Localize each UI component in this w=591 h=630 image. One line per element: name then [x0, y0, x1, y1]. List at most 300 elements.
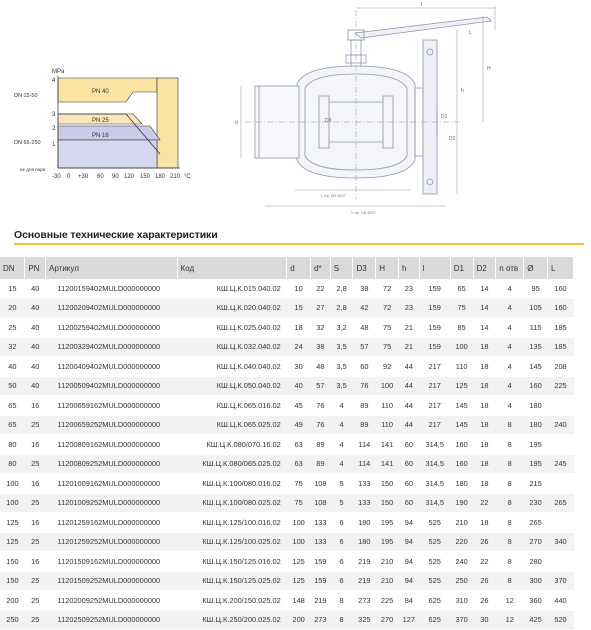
table-cell: 18 — [473, 337, 496, 357]
table-cell: 25 — [25, 415, 46, 435]
table-cell: 21 — [398, 337, 419, 357]
table-cell: 141 — [376, 454, 399, 474]
table-cell: 100 — [450, 337, 473, 357]
table-cell: 26 — [473, 532, 496, 552]
table-cell: 6 — [330, 571, 353, 591]
table-cell: 32 — [311, 318, 331, 338]
table-cell — [548, 474, 574, 494]
column-header: D1 — [450, 257, 473, 279]
table-cell: 25 — [25, 493, 46, 513]
table-cell: 72 — [376, 298, 399, 318]
table-title: Основные технические характеристики — [14, 229, 218, 241]
column-header: PN — [25, 257, 46, 279]
table-row — [0, 474, 574, 494]
table-cell: 160 — [548, 279, 574, 298]
table-cell: КШ.Ц.К.250/200.025.02 — [177, 610, 287, 630]
drawing-dim-D3: D3 — [325, 118, 332, 124]
table-cell: 40 — [25, 318, 46, 338]
table-cell: 265 — [524, 513, 548, 533]
table-cell: 125 — [0, 513, 25, 533]
table-cell: 133 — [311, 532, 331, 552]
table-cell: 76 — [311, 396, 331, 416]
table-cell: КШ.Ц.К.050.040.02 — [177, 376, 287, 396]
table-cell: 16 — [25, 396, 46, 416]
table-cell: 60 — [398, 474, 419, 494]
table-cell: 45 — [287, 396, 311, 416]
table-cell: 12 — [496, 610, 524, 630]
table-cell: 11200509402MULD000000000 — [46, 376, 177, 396]
table-cell: 5 — [330, 493, 353, 513]
table-row — [0, 357, 574, 377]
table-cell: 21 — [398, 318, 419, 338]
table-cell: 85 — [450, 318, 473, 338]
table-cell: 11201509162MULD000000000 — [46, 552, 177, 572]
table-cell: 225 — [548, 376, 574, 396]
column-header: D2 — [473, 257, 496, 279]
table-cell: 25 — [25, 591, 46, 611]
table-cell: 94 — [398, 513, 419, 533]
table-cell: 16 — [25, 552, 46, 572]
table-cell: 94 — [398, 571, 419, 591]
pt-zone-bottom — [58, 140, 157, 168]
table-cell: 40 — [25, 337, 46, 357]
table-cell: 245 — [548, 454, 574, 474]
table-cell: 4 — [496, 298, 524, 318]
table-cell — [548, 435, 574, 455]
table-cell: 110 — [376, 415, 399, 435]
table-cell: 159 — [419, 318, 450, 338]
column-header: d* — [311, 257, 331, 279]
pt-x-tick: 150 — [140, 174, 151, 180]
table-body — [0, 279, 574, 630]
table-row — [0, 376, 574, 396]
table-cell: 2,8 — [330, 298, 353, 318]
table-cell: 24 — [287, 337, 311, 357]
table-cell: 4 — [330, 396, 353, 416]
table-cell: 63 — [287, 454, 311, 474]
table-cell: 160 — [450, 454, 473, 474]
table-cell: КШ.Ц.К.100/080.025.02 — [177, 493, 287, 513]
table-cell: 115 — [524, 318, 548, 338]
table-cell: 11200659252MULD000000000 — [46, 415, 177, 435]
table-cell: 11200659162MULD000000000 — [46, 396, 177, 416]
table-cell: КШ.Ц.К.125/100.025.02 — [177, 532, 287, 552]
table-cell: 20 — [0, 298, 25, 318]
table-cell: 80 — [0, 435, 25, 455]
drawing-dim-note-1: L стр. DN 40/27 — [321, 194, 346, 198]
table-cell: 159 — [419, 337, 450, 357]
valve-drawing — [225, 0, 515, 226]
drawing-dim-D1: D1 — [441, 114, 448, 120]
table-row — [0, 591, 574, 611]
table-cell: 16 — [25, 435, 46, 455]
table-cell: 4 — [496, 279, 524, 298]
pt-x-tick: 0 — [67, 174, 71, 180]
pt-x-tick: 90 — [112, 174, 119, 180]
table-cell: 240 — [548, 415, 574, 435]
table-cell: 57 — [311, 376, 331, 396]
table-cell: 133 — [311, 513, 331, 533]
table-cell: 6 — [330, 532, 353, 552]
table-cell: КШ.Ц.К.150/125.025.02 — [177, 571, 287, 591]
table-cell: 8 — [496, 571, 524, 591]
table-cell: 125 — [0, 532, 25, 552]
table-cell: 230 — [524, 493, 548, 513]
table-cell: 89 — [311, 454, 331, 474]
drawing-dim-l: l — [421, 2, 423, 8]
table-cell: 159 — [311, 571, 331, 591]
table-cell: 89 — [353, 396, 376, 416]
table-cell: 75 — [450, 298, 473, 318]
table-cell: 280 — [524, 552, 548, 572]
table-cell: 49 — [287, 415, 311, 435]
table-cell: 76 — [311, 415, 331, 435]
table-cell: 18 — [473, 415, 496, 435]
table-row — [0, 298, 574, 318]
table-row — [0, 318, 574, 338]
pt-side-label-steam: не для пара — [20, 167, 46, 172]
table-row — [0, 454, 574, 474]
table-cell: 180 — [524, 415, 548, 435]
table-cell: 135 — [524, 337, 548, 357]
column-header: D3 — [353, 257, 376, 279]
table-cell: 110 — [376, 396, 399, 416]
table-cell: 75 — [376, 318, 399, 338]
table-cell: 94 — [398, 532, 419, 552]
table-cell: 11201259252MULD000000000 — [46, 532, 177, 552]
table-cell: 360 — [524, 591, 548, 611]
table-cell: 195 — [376, 513, 399, 533]
table-cell: 217 — [419, 357, 450, 377]
table-cell: 32 — [0, 337, 25, 357]
pt-x-tick: 210 — [170, 174, 181, 180]
table-cell: 40 — [25, 298, 46, 318]
table-cell: 44 — [398, 415, 419, 435]
table-cell: 219 — [311, 591, 331, 611]
table-cell: 133 — [353, 474, 376, 494]
table-cell: 200 — [0, 591, 25, 611]
table-cell: 208 — [548, 357, 574, 377]
table-cell: 219 — [353, 571, 376, 591]
drawing-dim-D2: D2 — [449, 136, 456, 142]
table-cell: 11200409402MULD000000000 — [46, 357, 177, 377]
table-cell: 265 — [548, 493, 574, 513]
table-cell: 18 — [287, 318, 311, 338]
table-cell — [548, 552, 574, 572]
table-cell: 145 — [450, 396, 473, 416]
table-cell: 50 — [0, 376, 25, 396]
table-cell: 15 — [287, 298, 311, 318]
table-cell: КШ.Ц.К.020.040.02 — [177, 298, 287, 318]
pt-y-tick: 2 — [52, 126, 56, 132]
table-cell: 314,5 — [419, 474, 450, 494]
table-cell: 325 — [353, 610, 376, 630]
table-cell: 190 — [450, 493, 473, 513]
table-cell: 63 — [287, 435, 311, 455]
table-cell: 8 — [496, 493, 524, 513]
table-cell: 314,5 — [419, 493, 450, 513]
table-row — [0, 435, 574, 455]
table-cell: 125 — [287, 571, 311, 591]
table-cell: 14 — [473, 279, 496, 298]
table-cell: 150 — [376, 493, 399, 513]
drawing-dim-note-2: 1 стр. DN 40/27 — [351, 211, 376, 215]
drawing-dim-d: d — [235, 120, 238, 126]
table-cell: 30 — [287, 357, 311, 377]
table-cell: 141 — [376, 435, 399, 455]
table-cell: 40 — [0, 357, 25, 377]
table-cell: 2,8 — [330, 279, 353, 298]
table-cell: 215 — [524, 474, 548, 494]
table-cell: 4 — [496, 318, 524, 338]
table-cell: 180 — [524, 396, 548, 416]
table-cell: 89 — [353, 415, 376, 435]
column-header: d — [287, 257, 311, 279]
table-cell: 270 — [376, 610, 399, 630]
table-cell: 8 — [496, 435, 524, 455]
table-row — [0, 415, 574, 435]
pt-zone-label-pn25: PN 25 — [92, 118, 109, 124]
table-cell: 94 — [398, 552, 419, 572]
table-cell: 80 — [0, 454, 25, 474]
table-cell: КШ.Ц.К.025.040.02 — [177, 318, 287, 338]
table-cell: 273 — [353, 591, 376, 611]
table-cell: 625 — [419, 591, 450, 611]
table-cell: 195 — [524, 435, 548, 455]
table-cell: 23 — [398, 298, 419, 318]
pt-x-tick: -30 — [52, 174, 61, 180]
table-cell: КШ.Ц.К.080/065.025.02 — [177, 454, 287, 474]
table-cell: 11201259162MULD000000000 — [46, 513, 177, 533]
table-header-row — [0, 257, 574, 279]
table-cell: 26 — [473, 591, 496, 611]
table-cell: 40 — [287, 376, 311, 396]
table-cell: 84 — [398, 591, 419, 611]
table-cell: 4 — [330, 435, 353, 455]
table-cell: 4 — [496, 357, 524, 377]
table-cell: 25 — [0, 318, 25, 338]
table-cell: 217 — [419, 415, 450, 435]
table-cell: 27 — [311, 298, 331, 318]
pt-zone-label-pn16: PN 16 — [92, 133, 109, 139]
table-cell: 8 — [496, 415, 524, 435]
table-cell: 15 — [0, 279, 25, 298]
table-cell: 40 — [25, 357, 46, 377]
table-cell: 11201509252MULD000000000 — [46, 571, 177, 591]
table-cell: 18 — [473, 513, 496, 533]
pt-zone-label-pn40: PN 40 — [92, 89, 109, 95]
table-cell: 6 — [330, 552, 353, 572]
table-cell: КШ.Ц.К.150/125.016.02 — [177, 552, 287, 572]
pt-side-label-dn65-250: DN 65-250 — [14, 140, 41, 146]
table-cell: 44 — [398, 396, 419, 416]
table-cell: 250 — [0, 610, 25, 630]
table-cell: 8 — [330, 610, 353, 630]
table-cell: 210 — [376, 552, 399, 572]
table-cell — [548, 396, 574, 416]
table-cell: 18 — [473, 396, 496, 416]
table-row — [0, 396, 574, 416]
column-header: Ø — [524, 257, 548, 279]
pt-y-tick: 3 — [52, 112, 56, 118]
table-cell: 65 — [0, 396, 25, 416]
table-cell: 4 — [496, 337, 524, 357]
table-cell: 105 — [524, 298, 548, 318]
table-cell: 12 — [496, 591, 524, 611]
table-row — [0, 571, 574, 591]
table-cell: 148 — [287, 591, 311, 611]
table-cell: 220 — [450, 532, 473, 552]
table-cell: 18 — [473, 357, 496, 377]
table-cell: 8 — [330, 591, 353, 611]
table-row — [0, 493, 574, 513]
table-cell: 11201009162MULD000000000 — [46, 474, 177, 494]
table-cell: 60 — [398, 454, 419, 474]
table-cell: 440 — [548, 591, 574, 611]
pt-x-tick: 60 — [97, 174, 104, 180]
table-cell: 38 — [353, 279, 376, 298]
table-cell: 217 — [419, 376, 450, 396]
table-cell: 125 — [287, 552, 311, 572]
table-cell: 250 — [450, 571, 473, 591]
table-cell: 16 — [25, 513, 46, 533]
table-cell: 4 — [496, 376, 524, 396]
drawing-dim-H: H — [487, 66, 491, 72]
table-cell: КШ.Ц.К.100/080.016.02 — [177, 474, 287, 494]
pt-x-tick: °С — [184, 174, 191, 180]
table-cell: 210 — [450, 513, 473, 533]
table-cell: 75 — [287, 474, 311, 494]
table-cell: КШ.Ц.К.040.040.02 — [177, 357, 287, 377]
column-header: H — [376, 257, 399, 279]
table-cell: 217 — [419, 396, 450, 416]
table-cell: 11200809162MULD000000000 — [46, 435, 177, 455]
table-cell: 8 — [496, 513, 524, 533]
table-cell — [548, 513, 574, 533]
table-cell: 8 — [496, 454, 524, 474]
table-cell: 160 — [450, 435, 473, 455]
table-cell: КШ.Ц.К.200/150.025.02 — [177, 591, 287, 611]
table-cell: 8 — [496, 552, 524, 572]
table-cell: 145 — [524, 357, 548, 377]
table-cell: 76 — [353, 376, 376, 396]
table-cell: 23 — [398, 279, 419, 298]
table-cell: 110 — [450, 357, 473, 377]
column-header: l — [419, 257, 450, 279]
table-cell: 72 — [376, 279, 399, 298]
table-cell: КШ.Ц.К.065.025.02 — [177, 415, 287, 435]
table-cell: 159 — [419, 279, 450, 298]
table-cell: 30 — [473, 610, 496, 630]
table-cell: 25 — [25, 532, 46, 552]
table-cell: 150 — [0, 552, 25, 572]
table-cell: 108 — [311, 493, 331, 513]
table-cell: 625 — [419, 610, 450, 630]
table-cell: 18 — [473, 454, 496, 474]
table-cell: 125 — [450, 376, 473, 396]
table-cell: 100 — [0, 474, 25, 494]
table-cell: 42 — [353, 298, 376, 318]
table-cell: 314,5 — [419, 435, 450, 455]
table-cell: 200 — [287, 610, 311, 630]
table-cell: 57 — [353, 337, 376, 357]
table-cell: 44 — [398, 357, 419, 377]
table-cell: 100 — [376, 376, 399, 396]
table-cell: 145 — [450, 415, 473, 435]
table-cell: 92 — [376, 357, 399, 377]
table-cell: 150 — [376, 474, 399, 494]
table-cell: 26 — [473, 571, 496, 591]
table-cell: 127 — [398, 610, 419, 630]
table-cell: 310 — [450, 591, 473, 611]
table-cell: 11200159402MULD000000000 — [46, 279, 177, 298]
table-cell: 11200259402MULD000000000 — [46, 318, 177, 338]
table-cell: 60 — [353, 357, 376, 377]
table-cell: 525 — [419, 552, 450, 572]
table-cell: 95 — [524, 279, 548, 298]
column-header: Код — [177, 257, 287, 279]
drawing-dim-L: L — [469, 30, 472, 36]
table-cell: 114 — [353, 435, 376, 455]
table-cell: 525 — [419, 513, 450, 533]
pt-x-tick: +30 — [78, 174, 89, 180]
table-cell: 225 — [376, 591, 399, 611]
pt-zone-yellow-fill — [157, 78, 178, 168]
table-cell: 340 — [548, 532, 574, 552]
table-cell: 75 — [376, 337, 399, 357]
table-cell: 10 — [287, 279, 311, 298]
table-cell: 4 — [330, 454, 353, 474]
table-cell: 525 — [419, 571, 450, 591]
pressure-temperature-chart — [0, 62, 222, 182]
header-figures — [0, 0, 591, 228]
table-cell: 159 — [419, 298, 450, 318]
column-header: Артикул — [46, 257, 177, 279]
table-cell: 180 — [353, 532, 376, 552]
table-cell: 4 — [330, 415, 353, 435]
table-cell: КШ.Ц.К.032.040.02 — [177, 337, 287, 357]
drawing-dim-h: h — [461, 88, 464, 94]
table-row — [0, 513, 574, 533]
table-cell: 65 — [450, 279, 473, 298]
table-cell: 314,5 — [419, 454, 450, 474]
table-cell: 270 — [524, 532, 548, 552]
table-cell: 18 — [473, 435, 496, 455]
table-cell: 195 — [376, 532, 399, 552]
table-cell: 525 — [419, 532, 450, 552]
table-cell: 160 — [524, 376, 548, 396]
table-cell: 22 — [473, 552, 496, 572]
table-cell: 38 — [311, 337, 331, 357]
table-cell: 89 — [311, 435, 331, 455]
table-cell: 133 — [353, 493, 376, 513]
table-cell: 40 — [25, 279, 46, 298]
table-row — [0, 552, 574, 572]
table-cell: 22 — [473, 493, 496, 513]
column-header: S — [330, 257, 353, 279]
table-cell: 159 — [311, 552, 331, 572]
column-header: L — [548, 257, 574, 279]
table-cell: 44 — [398, 376, 419, 396]
table-cell: 8 — [496, 532, 524, 552]
column-header: DN — [0, 257, 25, 279]
table-cell: 16 — [25, 474, 46, 494]
table-cell: КШ.Ц.К.125/100.016.02 — [177, 513, 287, 533]
table-cell: 25 — [25, 571, 46, 591]
table-cell: 3,5 — [330, 337, 353, 357]
pt-y-tick: 4 — [52, 78, 56, 84]
table-cell: 425 — [524, 610, 548, 630]
